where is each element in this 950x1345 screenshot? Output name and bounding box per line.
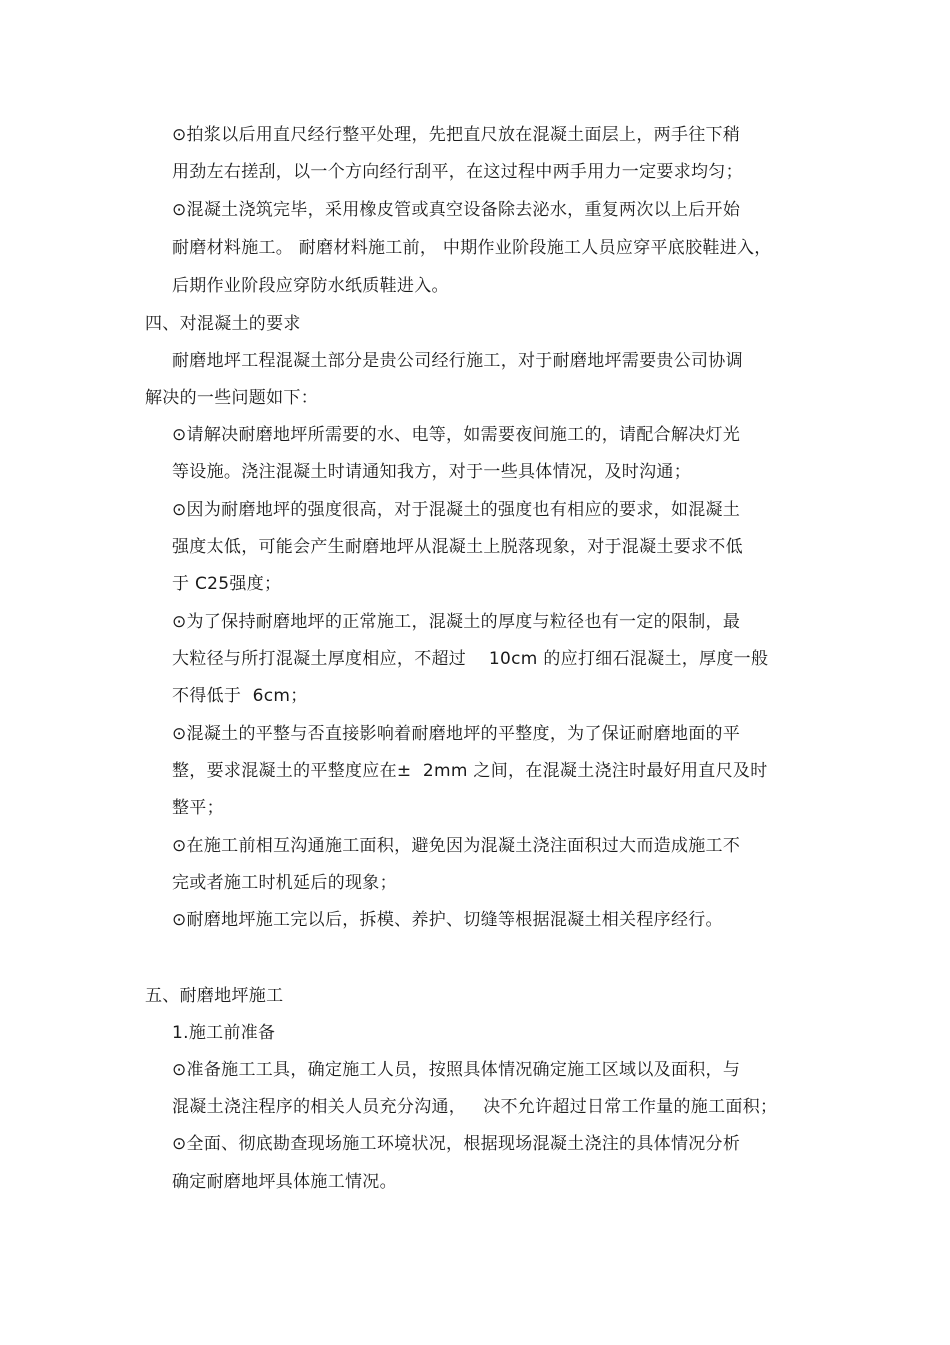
paragraph-line: 完或者施工时机延后的现象； (172, 873, 397, 893)
paragraph-line: 强度太低，可能会产生耐磨地坪从混凝土上脱落现象，对于混凝土要求不低 (172, 537, 743, 557)
paragraph-line: ⊙准备施工工具，确定施工人员，按照具体情况确定施工区域以及面积，与 (172, 1060, 741, 1080)
paragraph-line: ⊙拍浆以后用直尺经行整平处理，先把直尺放在混凝土面层上，两手往下稍 (172, 125, 741, 145)
paragraph-line: 用劲左右搓刮，以一个方向经行刮平，在这过程中两手用力一定要求均匀； (172, 162, 743, 182)
paragraph-line: 整，要求混凝土的平整度应在± 2mm 之间，在混凝土浇注时最好用直尺及时 (172, 761, 768, 781)
paragraph-line: 耐磨材料施工。 耐磨材料施工前， 中期作业阶段施工人员应穿平底胶鞋进入， (172, 238, 772, 258)
paragraph-line: ⊙耐磨地坪施工完以后，拆模、养护、切缝等根据混凝土相关程序经行。 (172, 910, 723, 930)
paragraph-line: ⊙因为耐磨地坪的强度很高，对于混凝土的强度也有相应的要求，如混凝土 (172, 500, 741, 520)
paragraph-line: 混凝土浇注程序的相关人员充分沟通， 决不允许超过日常工作量的施工面积； (172, 1097, 778, 1117)
paragraph-line: 解决的一些问题如下： (145, 388, 318, 408)
paragraph-line: ⊙全面、彻底勘查现场施工环境状况，根据现场混凝土浇注的具体情况分析 (172, 1134, 741, 1154)
paragraph-line: ⊙混凝土浇筑完毕，采用橡皮管或真空设备除去泌水，重复两次以上后开始 (172, 200, 741, 220)
paragraph-line: 确定耐磨地坪具体施工情况。 (172, 1172, 397, 1192)
paragraph-line: 等设施。浇注混凝土时请通知我方，对于一些具体情况，及时沟通； (172, 462, 691, 482)
paragraph-line: 于 C25强度； (172, 574, 282, 594)
paragraph-line: ⊙在施工前相互沟通施工面积，避免因为混凝土浇注面积过大而造成施工不 (172, 836, 741, 856)
section-heading: 四、对混凝土的要求 (145, 314, 301, 334)
section-heading: 五、耐磨地坪施工 (145, 986, 284, 1006)
paragraph-line: 大粒径与所打混凝土厚度相应，不超过 10cm 的应打细石混凝土，厚度一般 (172, 649, 769, 669)
paragraph-line: ⊙混凝土的平整与否直接影响着耐磨地坪的平整度，为了保证耐磨地面的平 (172, 724, 741, 744)
paragraph-line: 耐磨地坪工程混凝土部分是贵公司经行施工，对于耐磨地坪需要贵公司协调 (172, 351, 743, 371)
paragraph-line: 整平； (172, 798, 224, 818)
paragraph-line: ⊙请解决耐磨地坪所需要的水、电等，如需要夜间施工的，请配合解决灯光 (172, 425, 741, 445)
paragraph-line: 不得低于 6cm； (172, 686, 308, 706)
paragraph-line: ⊙为了保持耐磨地坪的正常施工，混凝土的厚度与粒径也有一定的限制，最 (172, 612, 741, 632)
paragraph-line: 后期作业阶段应穿防水纸质鞋进入。 (172, 276, 449, 296)
subsection-heading: 1.施工前准备 (172, 1023, 276, 1043)
